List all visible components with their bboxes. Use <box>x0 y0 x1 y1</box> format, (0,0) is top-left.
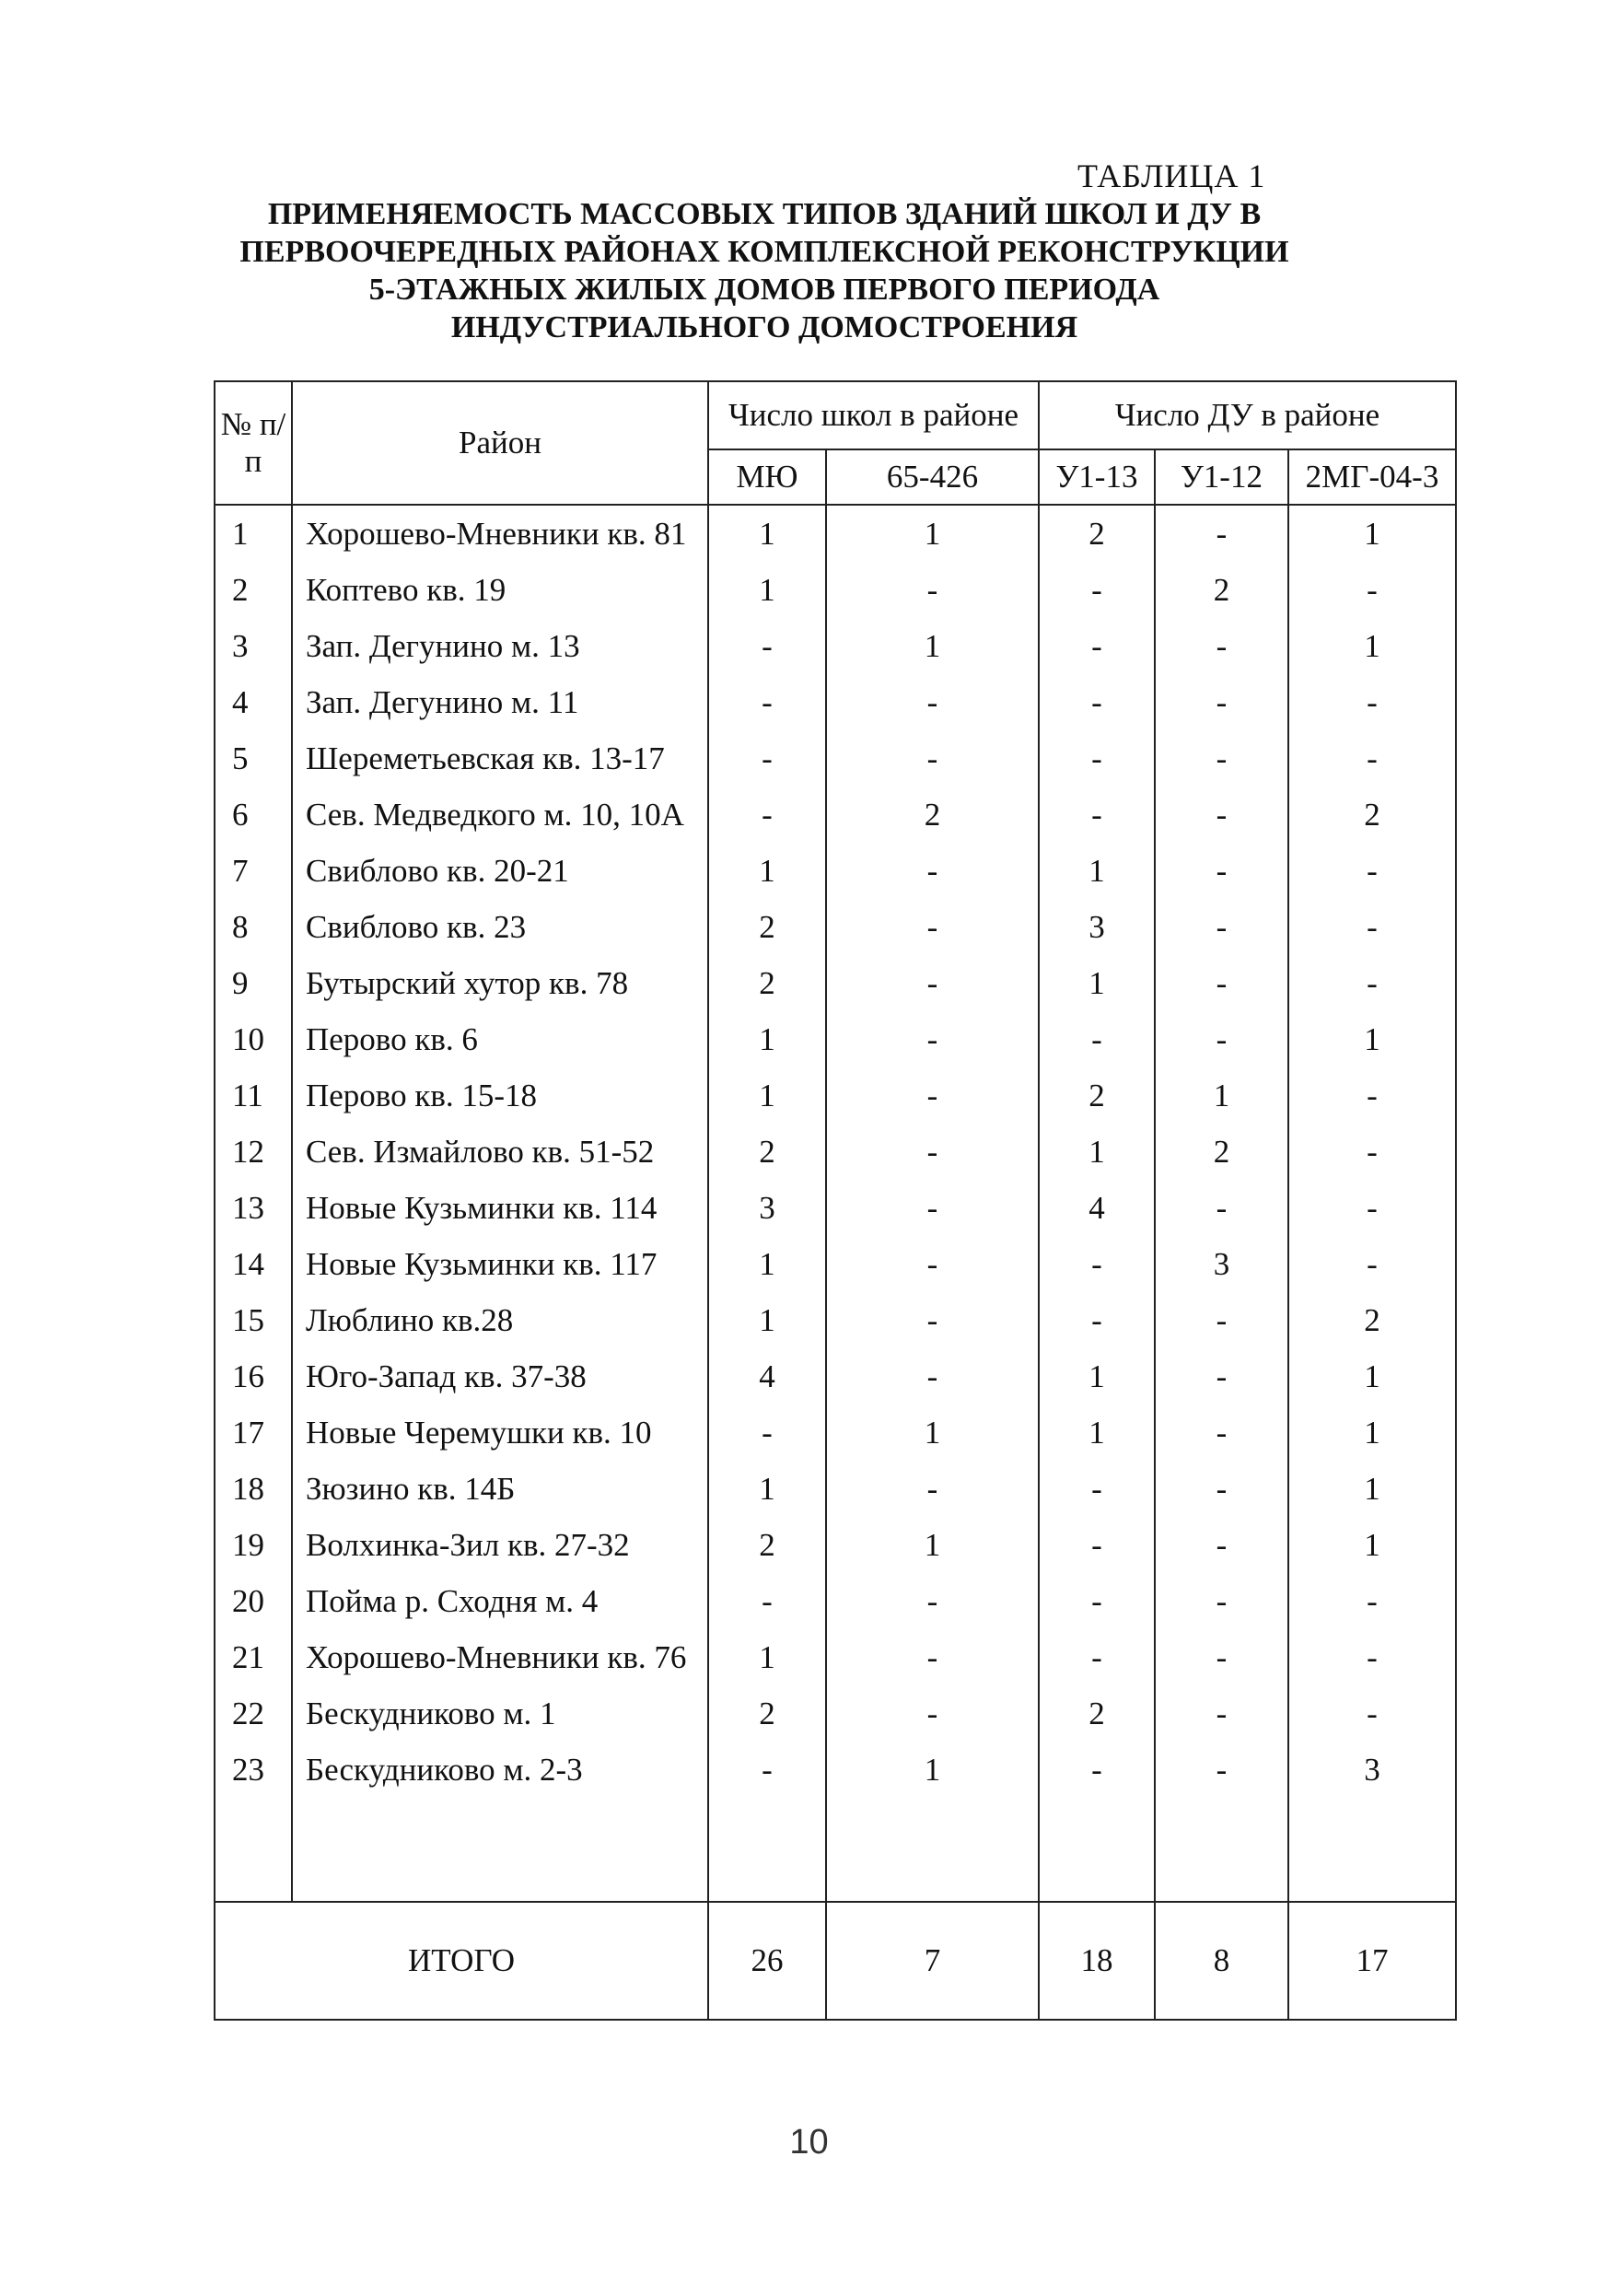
row-value: - <box>1039 1011 1155 1067</box>
row-value: - <box>826 674 1039 730</box>
row-district: Хорошево-Мневники кв. 76 <box>292 1629 708 1685</box>
row-value: 3 <box>1155 1236 1288 1292</box>
table-row <box>215 1124 1456 1180</box>
row-value: 1 <box>1039 843 1155 899</box>
row-district: Свиблово кв. 20-21 <box>292 843 708 899</box>
row-value: - <box>708 618 826 674</box>
row-value: - <box>826 1629 1039 1685</box>
row-value: - <box>826 730 1039 787</box>
table-row <box>215 843 1456 899</box>
table-row <box>215 1404 1456 1461</box>
total-value: 18 <box>1039 1902 1155 2020</box>
row-value: 4 <box>708 1348 826 1404</box>
row-value: 2 <box>708 899 826 955</box>
row-value: - <box>1039 730 1155 787</box>
row-number: 22 <box>215 1685 292 1742</box>
title-line: ПРИМЕНЯЕМОСТЬ МАССОВЫХ ТИПОВ ЗДАНИЙ ШКОЛ И ДУ В <box>267 197 1262 231</box>
row-value: - <box>1155 1180 1288 1236</box>
row-value: - <box>1039 674 1155 730</box>
table-row <box>215 730 1456 787</box>
row-value: 2 <box>1039 505 1155 562</box>
row-district: Коптево кв. 19 <box>292 562 708 618</box>
table-row <box>215 1236 1456 1292</box>
row-value: 1 <box>708 1629 826 1685</box>
row-value: - <box>826 1461 1039 1517</box>
row-value: - <box>1039 618 1155 674</box>
row-number: 3 <box>215 618 292 674</box>
row-value: - <box>826 1685 1039 1742</box>
row-number: 9 <box>215 955 292 1011</box>
row-district: Бутырский хутор кв. 78 <box>292 955 708 1011</box>
row-value: 1 <box>1288 1517 1456 1573</box>
row-value: 1 <box>1039 1348 1155 1404</box>
row-value: - <box>708 1573 826 1629</box>
row-value: - <box>826 562 1039 618</box>
header-district: Район <box>292 381 708 505</box>
row-value: - <box>1288 899 1456 955</box>
row-value: 1 <box>708 843 826 899</box>
row-value: 2 <box>1288 787 1456 843</box>
row-district: Свиблово кв. 23 <box>292 899 708 955</box>
row-value: - <box>1288 1685 1456 1742</box>
row-value: - <box>826 1124 1039 1180</box>
row-value: 1 <box>826 1517 1039 1573</box>
row-number: 14 <box>215 1236 292 1292</box>
row-value: - <box>1039 1573 1155 1629</box>
row-number: 16 <box>215 1348 292 1404</box>
row-value: 2 <box>708 1685 826 1742</box>
row-value: - <box>1288 955 1456 1011</box>
row-value: 1 <box>708 1236 826 1292</box>
row-value: - <box>1288 1573 1456 1629</box>
row-district: Новые Кузьминки кв. 114 <box>292 1180 708 1236</box>
row-district: Люблино кв.28 <box>292 1292 708 1348</box>
row-value: 4 <box>1039 1180 1155 1236</box>
table-row <box>215 899 1456 955</box>
row-value: 2 <box>1155 1124 1288 1180</box>
row-number: 18 <box>215 1461 292 1517</box>
row-value: 1 <box>708 1067 826 1124</box>
row-number: 2 <box>215 562 292 618</box>
row-district: Зап. Дегунино м. 13 <box>292 618 708 674</box>
row-district: Юго-Запад кв. 37-38 <box>292 1348 708 1404</box>
row-value: - <box>1155 787 1288 843</box>
row-number: 12 <box>215 1124 292 1180</box>
table-row <box>215 1461 1456 1517</box>
row-value: 1 <box>826 1742 1039 1798</box>
total-value: 7 <box>826 1902 1039 2020</box>
row-value: - <box>1288 1629 1456 1685</box>
row-value: - <box>708 787 826 843</box>
table-row <box>215 955 1456 1011</box>
row-number: 5 <box>215 730 292 787</box>
row-number: 7 <box>215 843 292 899</box>
row-value: - <box>826 899 1039 955</box>
table-row <box>215 618 1456 674</box>
row-value: - <box>1155 1292 1288 1348</box>
row-value: - <box>1288 1180 1456 1236</box>
row-value: 2 <box>1288 1292 1456 1348</box>
row-value: - <box>1155 843 1288 899</box>
row-value: - <box>826 1348 1039 1404</box>
table-row <box>215 1011 1456 1067</box>
row-value: 3 <box>708 1180 826 1236</box>
row-value: - <box>708 674 826 730</box>
row-value: - <box>1039 1742 1155 1798</box>
row-value: - <box>1155 955 1288 1011</box>
row-value: - <box>1039 1292 1155 1348</box>
row-value: - <box>826 1573 1039 1629</box>
title-line: ПЕРВООЧЕРЕДНЫХ РАЙОНАХ КОМПЛЕКСНОЙ РЕКОНСТРУКЦИИ <box>239 235 1289 269</box>
row-value: 1 <box>708 562 826 618</box>
row-value: - <box>826 1011 1039 1067</box>
row-value: 2 <box>1155 562 1288 618</box>
table-title <box>184 195 1344 346</box>
row-value: 1 <box>1039 955 1155 1011</box>
header-col-65-426: 65-426 <box>826 449 1039 505</box>
row-value: 2 <box>708 1517 826 1573</box>
row-value: 1 <box>1039 1124 1155 1180</box>
row-district: Перово кв. 15-18 <box>292 1067 708 1124</box>
row-number: 13 <box>215 1180 292 1236</box>
row-value: - <box>1039 787 1155 843</box>
schools-du-table <box>214 380 1457 2021</box>
row-district: Бескудниково м. 2-3 <box>292 1742 708 1798</box>
table-row <box>215 1067 1456 1124</box>
total-row <box>215 1902 1456 2020</box>
row-value: - <box>1288 562 1456 618</box>
row-value: - <box>1155 730 1288 787</box>
row-value: - <box>1155 1517 1288 1573</box>
header-number: № п/п <box>215 381 292 505</box>
table-row <box>215 1629 1456 1685</box>
row-number: 4 <box>215 674 292 730</box>
row-number: 10 <box>215 1011 292 1067</box>
row-value: - <box>1155 1461 1288 1517</box>
row-value: 2 <box>1039 1067 1155 1124</box>
table-body <box>215 505 1456 1798</box>
row-value: - <box>826 1067 1039 1124</box>
row-district: Сев. Измайлово кв. 51-52 <box>292 1124 708 1180</box>
row-number: 23 <box>215 1742 292 1798</box>
row-value: 1 <box>708 1461 826 1517</box>
row-district: Волхинка-Зил кв. 27-32 <box>292 1517 708 1573</box>
row-value: - <box>1155 899 1288 955</box>
row-value: 1 <box>1288 1404 1456 1461</box>
row-value: - <box>1288 674 1456 730</box>
row-value: 1 <box>1288 1461 1456 1517</box>
total-value: 26 <box>708 1902 826 2020</box>
row-district: Шереметьевская кв. 13-17 <box>292 730 708 787</box>
header-col-myu: МЮ <box>708 449 826 505</box>
row-value: - <box>1039 1236 1155 1292</box>
row-district: Зюзино кв. 14Б <box>292 1461 708 1517</box>
row-value: - <box>826 955 1039 1011</box>
row-value: 3 <box>1039 899 1155 955</box>
table-row <box>215 1180 1456 1236</box>
row-value: - <box>1155 1685 1288 1742</box>
total-value: 17 <box>1288 1902 1456 2020</box>
row-value: 1 <box>826 618 1039 674</box>
row-value: 1 <box>1288 1348 1456 1404</box>
row-district: Хорошево-Мневники кв. 81 <box>292 505 708 562</box>
title-line: ИНДУСТРИАЛЬНОГО ДОМОСТРОЕНИЯ <box>450 310 1078 344</box>
spacer-row <box>215 1798 1456 1902</box>
row-value: 1 <box>708 1292 826 1348</box>
row-number: 21 <box>215 1629 292 1685</box>
row-number: 1 <box>215 505 292 562</box>
row-value: - <box>1039 1517 1155 1573</box>
row-number: 19 <box>215 1517 292 1573</box>
table-row <box>215 1517 1456 1573</box>
table-row <box>215 1742 1456 1798</box>
row-value: 1 <box>1288 618 1456 674</box>
row-number: 15 <box>215 1292 292 1348</box>
row-value: 2 <box>708 955 826 1011</box>
row-value: - <box>1155 1404 1288 1461</box>
row-number: 8 <box>215 899 292 955</box>
row-value: - <box>1155 1742 1288 1798</box>
row-district: Бескудниково м. 1 <box>292 1685 708 1742</box>
table-row <box>215 787 1456 843</box>
row-number: 17 <box>215 1404 292 1461</box>
row-value: - <box>708 730 826 787</box>
table-row <box>215 674 1456 730</box>
header-schools-group: Число школ в районе <box>708 381 1039 449</box>
row-number: 6 <box>215 787 292 843</box>
row-value: - <box>708 1742 826 1798</box>
row-value: - <box>1155 1573 1288 1629</box>
header-col-2mg-04-3: 2МГ-04-3 <box>1288 449 1456 505</box>
header-col-u1-13: У1-13 <box>1039 449 1155 505</box>
row-value: - <box>826 1236 1039 1292</box>
row-district: Перово кв. 6 <box>292 1011 708 1067</box>
page-number: 10 <box>789 2123 829 2162</box>
row-district: Новые Кузьминки кв. 117 <box>292 1236 708 1292</box>
total-value: 8 <box>1155 1902 1288 2020</box>
row-value: 1 <box>826 505 1039 562</box>
row-value: - <box>1288 1236 1456 1292</box>
row-value: 1 <box>1288 505 1456 562</box>
table-row <box>215 1348 1456 1404</box>
row-value: - <box>1288 1067 1456 1124</box>
row-value: 2 <box>708 1124 826 1180</box>
row-value: - <box>826 1292 1039 1348</box>
row-value: - <box>1288 1124 1456 1180</box>
row-value: 1 <box>708 1011 826 1067</box>
table-label: ТАБЛИЦА 1 <box>1077 157 1266 194</box>
row-value: - <box>826 843 1039 899</box>
table-row <box>215 1292 1456 1348</box>
table-row <box>215 505 1456 562</box>
table-row <box>215 1685 1456 1742</box>
row-district: Сев. Медведкого м. 10, 10А <box>292 787 708 843</box>
row-value: 1 <box>1039 1404 1155 1461</box>
row-value: 1 <box>1155 1067 1288 1124</box>
row-value: - <box>1155 1011 1288 1067</box>
row-district: Новые Черемушки кв. 10 <box>292 1404 708 1461</box>
row-value: 3 <box>1288 1742 1456 1798</box>
row-value: - <box>708 1404 826 1461</box>
row-value: - <box>1155 674 1288 730</box>
row-value: - <box>1155 1348 1288 1404</box>
row-value: 2 <box>826 787 1039 843</box>
row-value: - <box>1155 618 1288 674</box>
row-value: - <box>826 1180 1039 1236</box>
row-number: 20 <box>215 1573 292 1629</box>
row-value: - <box>1288 730 1456 787</box>
row-district: Зап. Дегунино м. 11 <box>292 674 708 730</box>
row-value: - <box>1288 843 1456 899</box>
total-label: ИТОГО <box>215 1902 708 2020</box>
row-value: 1 <box>708 505 826 562</box>
row-district: Пойма р. Сходня м. 4 <box>292 1573 708 1629</box>
row-value: - <box>1039 562 1155 618</box>
row-value: 1 <box>1288 1011 1456 1067</box>
row-value: - <box>1155 1629 1288 1685</box>
header-col-u1-12: У1-12 <box>1155 449 1288 505</box>
row-value: 1 <box>826 1404 1039 1461</box>
row-value: - <box>1039 1629 1155 1685</box>
row-value: - <box>1155 505 1288 562</box>
row-number: 11 <box>215 1067 292 1124</box>
table-row <box>215 1573 1456 1629</box>
row-value: - <box>1039 1461 1155 1517</box>
header-row-groups <box>215 381 1456 449</box>
table-row <box>215 562 1456 618</box>
row-value: 2 <box>1039 1685 1155 1742</box>
header-du-group: Число ДУ в районе <box>1039 381 1456 449</box>
title-line: 5-ЭТАЖНЫХ ЖИЛЫХ ДОМОВ ПЕРВОГО ПЕРИОДА <box>368 273 1160 307</box>
